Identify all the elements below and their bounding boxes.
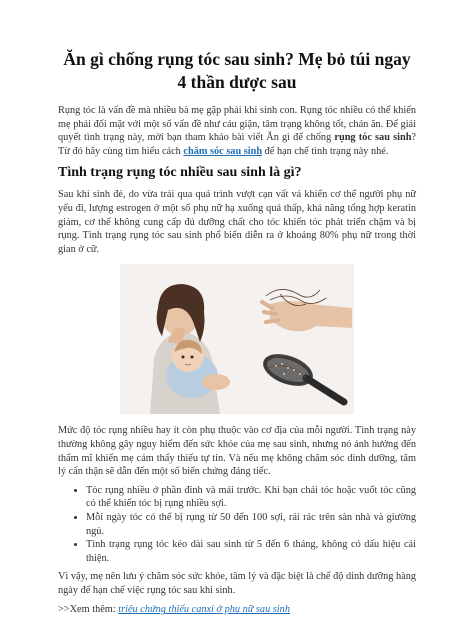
section-heading: Tình trạng rụng tóc nhiều sau sinh là gì? [58, 165, 302, 181]
postpartum-care-link[interactable]: chăm sóc sau sinh [183, 145, 263, 157]
closing-paragraph: Vì vậy, mẹ nên lưu ý chăm sóc sức khỏe, tâm lý và đặc biệt là chế độ dinh dưỡng hàng ngày để hạn chế việc rụng tóc sau khi sinh. [58, 571, 416, 596]
list-item: • Tóc rụng nhiều ở phần đỉnh và mái trước. Khi bạn chải tóc hoặc vuốt tóc cũng có thể khiến tóc bị rụng nhiều sợi. [86, 484, 416, 511]
after-image-paragraph: Mức độ tóc rụng nhiều hay ít còn phụ thuộc vào cơ địa của mỗi người. Tình trạng này thường không gây nguy hiểm đến sức khỏe của mẹ sau sinh, nhưng nó ảnh hưởng đến thẩm mĩ khiến mẹ cảm thấy thiếu tự tin. Và nếu mẹ không chăm sóc dinh dưỡng, tâm lý cẩn thận sẽ dẫn đến một số biến chứng đáng tiếc. [58, 425, 416, 478]
list-item: • Mỗi ngày tóc có thể bị rụng từ 50 đến 100 sợi, rải rác trên sàn nhà và giường ngủ. [86, 511, 416, 538]
page-title: Ăn gì chống rụng tóc sau sinh? Mẹ bỏ túi ngay 4 thần dược sau [63, 49, 411, 92]
list-item: • Tình trạng rụng tóc kéo dài sau sinh từ 5 đến 6 tháng, không có dấu hiệu cải thiện. [86, 538, 416, 565]
intro-text-2: ? Từ đó hãy cùng tìm hiểu cách [58, 132, 416, 157]
article-image [120, 264, 354, 414]
see-also-prefix: >>Xem thêm: [58, 604, 119, 616]
see-also-line [58, 603, 416, 617]
intro-text-1: Rụng tóc là vấn đề mà nhiều bà mẹ gặp phải khi sinh con. Rụng tóc nhiều có thể khiến mẹ phải đối mặt với một số vấn đề như cáu giận, tâm trạng không tốt, chán ăn. Để giải quyết tình trạng này, mời bạn tham khảo bài viết Ăn gì để chống [58, 105, 416, 144]
intro-bold-keyword: rụng tóc sau sinh [334, 132, 412, 144]
section-paragraph: Sau khi sinh đẻ, do vừa trải qua quá trình vượt cạn vất vả khiến cơ thể người phụ nữ yếu đi, lượng estrogen ở một số phụ nữ hạ xuống quá thấp, khả năng tổng hợp keratin giảm, cơ thể không cung cấp đủ dưỡng chất cho tóc khiến tóc phát triển chậm và bị rụng. Tình trạng rụng tóc sau sinh phổ biến diễn ra ở khoảng 80% phụ nữ trong thời gian ở cữ. [58, 189, 416, 255]
calcium-deficiency-link[interactable]: triệu chứng thiếu canxi ở phụ nữ sau sinh [118, 604, 290, 616]
symptom-list [58, 484, 416, 566]
intro-text-3: để hạn chế tình trạng này nhé. [262, 145, 389, 157]
intro-paragraph [58, 104, 416, 158]
hairbrush-icon [120, 264, 354, 414]
